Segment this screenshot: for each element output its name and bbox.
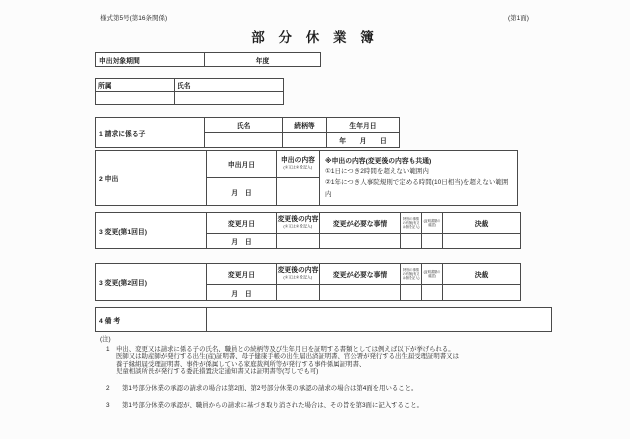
note1-line4: 児童相談所長が発行する委託措置決定通知書又は証明書等(写しでも可) [116,367,319,375]
form-number: 様式第5号(第16条関係) [100,15,168,22]
change1-content-input-cell [277,234,320,249]
change2-section-table [95,263,521,301]
change1-date-header: 変更月日 [207,213,277,234]
note3-number: 3 [106,402,110,410]
change1-content-header-text: 変更後の内容 [277,216,319,223]
note-item-2 [100,385,540,392]
period-value: 年度 [205,53,321,67]
change2-confirm-header-text: (証明書類の確認) [423,270,441,278]
change1-approval-header: 決裁 [443,213,521,234]
change1-special-header-text: 特別の事情の有無(有又は無を記入) [402,217,420,229]
change1-content-note: (①又は②を記入) [283,224,313,229]
change1-section-label: 3 変更(第1回目) [96,213,207,249]
child-birth-placeholder: 年 月 日 [327,133,400,148]
child-relation-input-cell [283,133,327,148]
note3-text: 第1号部分休業の承認が、職員からの請求に基づき取り消された場合は、その旨を第3面に記入すること。 [122,402,424,410]
period-label: 申出対象期間 [96,53,205,67]
change1-reason-header: 変更が必要な事情 [320,213,401,234]
notes-block [100,336,540,409]
name-header: 氏名 [175,79,284,92]
child-name-header: 氏名 [205,118,283,133]
child-section-table [95,117,400,148]
request-content-header [277,151,320,178]
remarks-input-cell [207,308,552,332]
note-item-1 [100,346,540,375]
request-info-cell [320,151,518,206]
note1-line1: 申出、変更又は請求に係る子の氏名、職員との続柄等及び生年月日を証明する書類としては例えば以下が挙げられる。 [116,346,455,354]
request-section-table [95,150,518,206]
change1-special-input-cell [401,234,422,249]
person-table [95,78,284,105]
request-content-note: (①又は②を記入) [283,165,313,170]
change1-special-header [401,213,422,234]
change2-date-placeholder: 月 日 [207,285,277,301]
note1-line3: 養子縁組届受理証明書、事件が係属している家庭裁判所等が発行する事件係属証明書、 [116,360,366,368]
note2-text: 第1号部分休業の承認の請求の場合は第2面、第2号部分休業の承認の請求の場合は第4面を用いること。 [122,385,418,393]
note1-line2: 医師又は助産師が発行する出生(産)証明書、母子健康手帳の出生届出済証明書、官公署が発行する出生届受理証明書又は [116,353,459,361]
note-item-3 [100,402,540,409]
change2-content-header-text: 変更後の内容 [277,267,319,274]
change1-confirm-header [422,213,443,234]
name-input-cell [175,92,284,105]
change2-reason-header: 変更が必要な事情 [320,264,401,285]
child-name-input-cell [205,133,283,148]
period-table [95,52,321,67]
change2-section-label: 3 変更(第2回目) [96,264,207,301]
change2-special-input-cell [401,285,422,301]
request-info-item-1: ①1日につき2時間を超えない範囲内 [325,167,429,175]
change1-date-placeholder: 月 日 [207,234,277,249]
remarks-section-label: 4 備 考 [96,308,207,332]
child-section-label: 1 請求に係る子 [96,118,205,148]
change2-confirm-header [422,264,443,285]
request-date-header: 申出月日 [207,151,277,178]
request-content-input-cell [277,178,320,206]
notes-header: (注) [100,336,111,343]
change2-special-header-text: 特別の事情の有無(有又は無を記入) [402,268,420,280]
change2-content-note: (①又は②を記入) [283,275,313,280]
child-birth-header: 生年月日 [327,118,400,133]
change2-date-header: 変更月日 [207,264,277,285]
change2-content-input-cell [277,285,320,301]
request-date-placeholder: 月 日 [207,178,277,206]
change2-confirm-input-cell [422,285,443,301]
change2-content-header [277,264,320,285]
note2-number: 2 [106,385,110,393]
change2-approval-header: 決裁 [443,264,521,285]
change1-confirm-input-cell [422,234,443,249]
request-content-header-text: 申出の内容 [281,157,315,164]
remarks-section-table [95,307,552,332]
affiliation-input-cell [96,92,175,105]
request-info-item-2: ②1年につき人事院規則で定める時間(10日相当)を超えない範囲内 [325,179,509,198]
affiliation-header: 所属 [96,79,175,92]
child-relation-header: 続柄等 [283,118,327,133]
request-info-title: ※申出の内容(変更後の内容も共通) [325,158,432,165]
note1-number: 1 [106,346,110,354]
page-title: 部 分 休 業 簿 [251,30,379,45]
request-section-label: 2 申出 [96,151,207,206]
change2-special-header [401,264,422,285]
change2-approval-input-cell [443,285,521,301]
change1-reason-input-cell [320,234,401,249]
sheet-number-label: (第1面) [508,15,529,22]
change2-reason-input-cell [320,285,401,301]
change1-confirm-header-text: (証明書類の確認) [423,219,441,227]
change1-section-table [95,212,521,249]
change1-approval-input-cell [443,234,521,249]
change1-content-header [277,213,320,234]
